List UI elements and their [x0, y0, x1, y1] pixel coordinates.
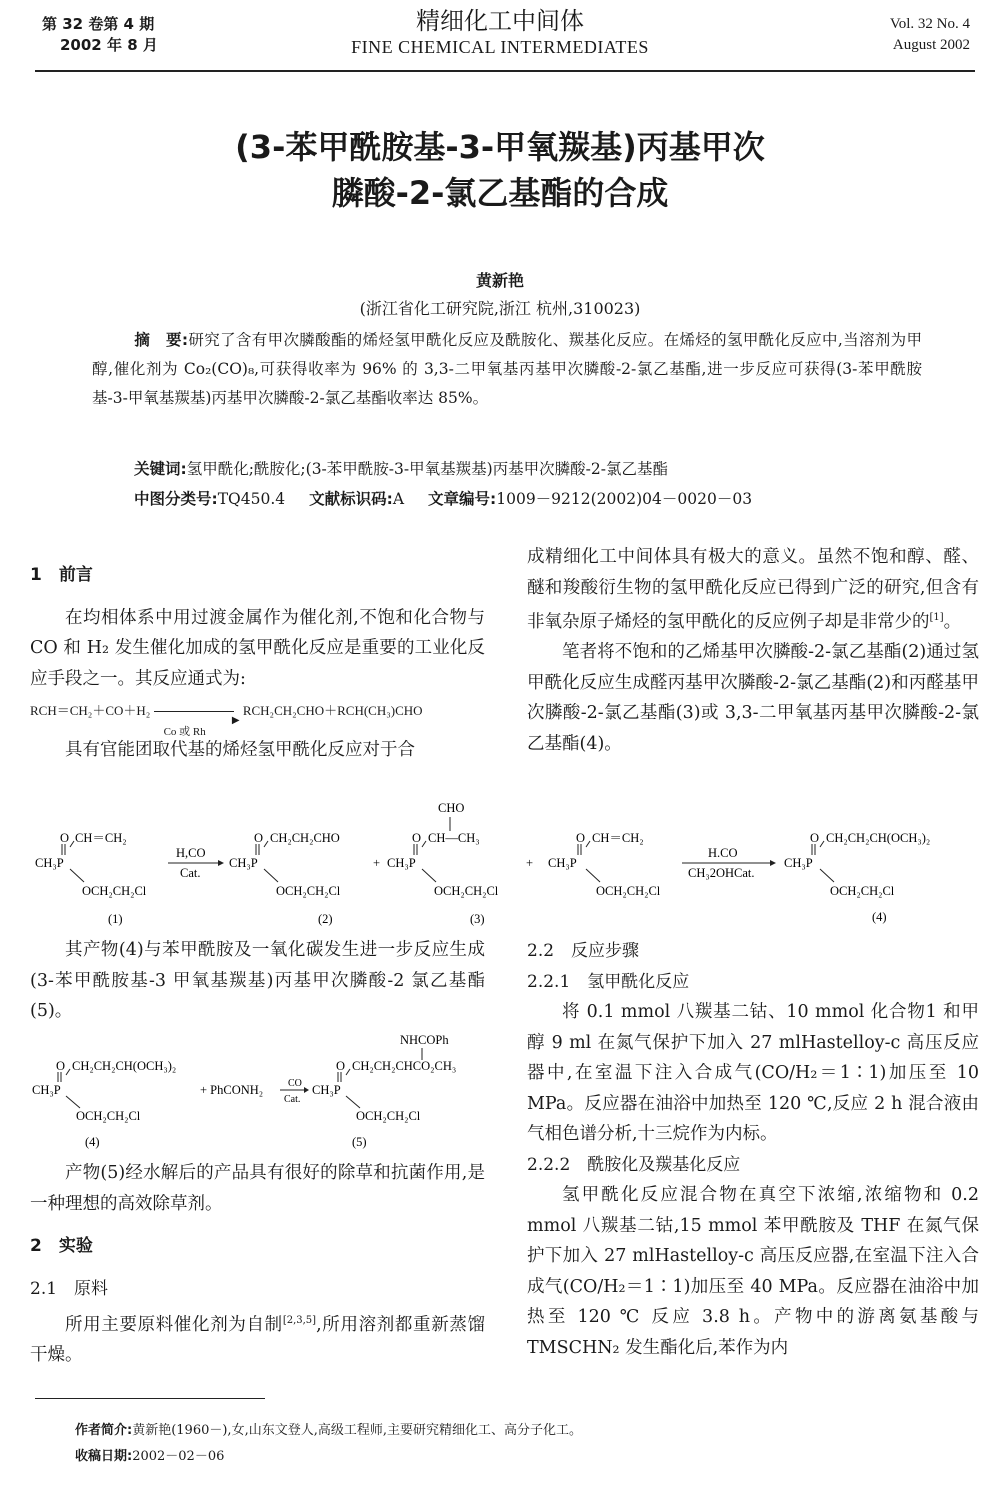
s2-label-4: (4): [85, 1135, 100, 1149]
c3-bond-och: [422, 869, 436, 882]
compound-4-reactant: [32, 1059, 176, 1149]
paragraph-intro: 在均相体系中用过渡金属作为催化剂,不饱和化合物与 CO 和 H₂ 发生催化加成的氢甲酰化反应是重要的工业化反应手段之一。其反应通式为:: [30, 607, 485, 689]
paper-title: [0, 124, 1000, 216]
c5-bond-och: [346, 1096, 360, 1108]
left-column-bottom: [30, 1158, 485, 1371]
compound-2: [229, 831, 341, 926]
compound-4: [784, 831, 930, 924]
arrow-1-bottom: Cat.: [180, 866, 201, 880]
general-equation: [30, 696, 485, 739]
paragraph-approach: 笔者将不饱和的乙烯基甲次膦酸-2-氯乙基酯(2)通过氢甲酰化反应生成醛丙基甲次膦酸-2-氯乙基酯(2)和丙醛基甲次膦酸-2-氯乙基酯(3)或 3,3-二甲氧基丙基甲次膦酸-2-氯乙基酯(4)。: [527, 642, 979, 754]
section-2-2-1-heading: 2.2.1 氢甲酰化反应: [527, 971, 690, 992]
date-cn: 2002 年 8 月: [60, 36, 158, 54]
arrow-3-head: [304, 1087, 309, 1093]
s2-reagent: + PhCONH₂: [200, 1083, 264, 1097]
c5-bond-c: [346, 1069, 350, 1075]
c1-bond-och: [70, 869, 84, 882]
section-2-1-heading: 2.1 原料: [30, 1278, 109, 1299]
compound-3: [387, 801, 499, 926]
section-2-heading: 2 实验: [30, 1236, 93, 1256]
c1-vinyl: CH＝CH₂: [75, 831, 127, 845]
ref-1: [1]: [929, 612, 944, 623]
doc-code: A: [392, 490, 405, 508]
left-column-mid: [30, 935, 485, 1027]
c4-bond-c: [820, 841, 824, 847]
paragraph-materials: [30, 1306, 485, 1371]
c5-oxygen: O: [336, 1059, 346, 1073]
left-column-top: [30, 560, 485, 765]
arrow-2-top: H.CO: [708, 846, 738, 860]
paragraph-significance: [527, 542, 979, 637]
abstract-text: 研究了含有甲次膦酸酯的烯烃氢甲酰化反应及酰胺化、羰基化反应。在烯烃的氢甲酰化反应中,当溶剂为甲醇,催化剂为 Co₂(CO)₈,可获得收率为 96% 的 3,3-二甲氧基丙基甲次膦酸-2-氯乙基酯,进一步反应可获得(3-苯甲酰胺基-3-甲氧基羰基)丙基甲次膦酸-2-氯乙基酯收率达 85%。: [92, 331, 922, 407]
article-number: 1009－9212(2002)04－0020－03: [496, 490, 753, 508]
footnote-rule: [35, 1398, 265, 1399]
c5-chain: CH₂CH₂CHCO₂CH₃: [352, 1059, 457, 1073]
received-date-label: 收稿日期:: [75, 1449, 133, 1464]
c1-och2: OCH₂CH₂Cl: [82, 884, 147, 898]
c1-ch3p: CH₃P: [35, 856, 64, 870]
arrow-2-head: [770, 860, 776, 866]
plus-2: +: [526, 856, 534, 870]
issue-info-cn: [42, 14, 158, 56]
keywords: [134, 456, 668, 482]
plus-1: +: [373, 856, 381, 870]
c2-oxygen: O: [254, 831, 264, 845]
journal-name-cn: 精细化工中间体: [416, 7, 584, 35]
ref-2-3-5: [2,3,5]: [282, 1315, 317, 1326]
materials-text: 所用主要原料催化剂为自制: [65, 1314, 283, 1335]
author-bio-label: 作者简介:: [75, 1423, 133, 1438]
affiliation: (浙江省化工研究院,浙江 杭州,310023): [359, 299, 641, 318]
materials-text-end: ,所用溶剂都重新蒸馏干燥。: [30, 1314, 486, 1366]
arrow-3-bottom: Cat.: [284, 1094, 301, 1105]
c3-cho: CHO: [438, 801, 465, 815]
author-bio-text: 黄新艳(1960－),女,山东文登人,高级工程师,主要研究精细化工、高分子化工。: [132, 1423, 582, 1438]
received-date: [75, 1446, 224, 1468]
paragraph-functional: 具有官能团取代基的烯烃氢甲酰化反应对于合: [65, 739, 415, 760]
volume-cn: 第 32 卷第 4 期: [42, 15, 155, 33]
c3-bond-c: [422, 841, 426, 847]
label-1: (1): [108, 912, 123, 926]
arrow-1-head: [218, 860, 224, 866]
c4-och2: OCH₂CH₂Cl: [830, 884, 895, 898]
c1-bond-v: [70, 841, 74, 847]
equation-catalyst: Co 或 Rh: [163, 726, 206, 739]
c1r-oxygen: O: [576, 831, 586, 845]
c1r-ch3p: CH₃P: [548, 856, 577, 870]
section-2-2-heading: 2.2 反应步骤: [527, 941, 640, 961]
c3-och2: OCH₂CH₂Cl: [434, 884, 499, 898]
c4-chain: CH₂CH₂CH(OCH₃)₂: [826, 831, 931, 845]
c1-oxygen: O: [60, 831, 70, 845]
s2c4-och2: OCH₂CH₂Cl: [76, 1109, 141, 1123]
c2-och2: OCH₂CH₂Cl: [276, 884, 341, 898]
paragraph-product4: 其产物(4)与苯甲酰胺及一氧化碳发生进一步反应生成(3-苯甲酰胺基-3 甲氧基羰基)丙基甲次膦酸-2 氯乙基酯(5)。: [30, 940, 485, 1021]
label-2: (2): [318, 912, 333, 926]
c2-chain: CH₂CH₂CHO: [270, 831, 340, 845]
c4-bond-och: [820, 869, 834, 882]
significance-end: 。: [943, 611, 962, 632]
classification-line: [134, 486, 752, 512]
article-number-label: 文章编号:: [428, 490, 497, 508]
s2c4-ch3p: CH₃P: [32, 1083, 61, 1097]
right-column-top: [527, 542, 979, 759]
issue-info-en: [890, 14, 970, 56]
label-3: (3): [470, 912, 485, 926]
abstract-label: 摘 要:: [134, 331, 189, 349]
keywords-label: 关键词:: [134, 460, 187, 478]
label-4: (4): [872, 910, 887, 924]
header-rule: [35, 70, 975, 72]
arrow-1-top: H,CO: [176, 846, 206, 860]
reaction-scheme-2: [30, 1032, 485, 1154]
s2-label-5: (5): [352, 1135, 367, 1149]
doc-code-label: 文献标识码:: [309, 490, 393, 508]
c5-ch3p: CH₃P: [312, 1083, 341, 1097]
title-line-2: 膦酸-2-氯乙基酯的合成: [331, 174, 669, 212]
arrow-2: [682, 846, 776, 880]
keywords-text: 氢甲酰化;酰胺化;(3-苯甲酰胺-3-甲氧基羰基)丙基甲次膦酸-2-氯乙基酯: [186, 460, 669, 478]
paragraph-amidation: 氢甲酰化反应混合物在真空下浓缩,浓缩物和 0.2 mmol 八羰基二钴,15 mmol 苯甲酰胺及 THF 在氮气保护下加入 27 mlHastelloy-c 高压反应器,在室温下注入合成气(CO/H₂＝1∶1)加压至 40 MPa。反应器在油浴中加热至 120 ℃ 反应 3.8 h。产物中的游离氨基酸与 TMSCHN₂ 发生酯化后,苯作为内: [527, 1185, 979, 1358]
arrow-3: [280, 1078, 309, 1105]
c2-ch3p: CH₃P: [229, 856, 258, 870]
abstract: [92, 326, 922, 413]
compound-1-repeat: [548, 831, 661, 898]
c4-oxygen: O: [810, 831, 820, 845]
received-date-value: 2002－02－06: [132, 1449, 225, 1464]
journal-name: [300, 6, 700, 58]
equation-rhs: RCH₂CH₂CHO＋RCH(CH₃)CHO: [242, 703, 423, 718]
c4-ch3p: CH₃P: [784, 856, 813, 870]
reaction-scheme-1: [0, 795, 1000, 935]
arrow-1: [168, 846, 224, 880]
c1r-bond-v: [586, 841, 590, 847]
right-column-bottom: [527, 936, 979, 1363]
section-1-heading: 1 前言: [30, 565, 93, 585]
compound-5: [312, 1033, 456, 1149]
paragraph-hydroformylation: 将 0.1 mmol 八羰基二钴、10 mmol 化合物1 和甲醇 9 ml 在氮气保护下加入 27 mlHastelloy-c 高压反应器中,在室温下注入合成气(CO/H₂＝1∶1)加压至 10 MPa。反应器在油浴中加热至 120 ℃,反应 2 h 混合液由气相色谱分析,十三烷作为内标。: [527, 1002, 979, 1144]
c3-ch3p: CH₃P: [387, 856, 416, 870]
s2c4-bond-och: [66, 1096, 80, 1108]
c3-oxygen: O: [412, 831, 422, 845]
paragraph-product5: 产物(5)经水解后的产品具有很好的除草和抗菌作用,是一种理想的高效除草剂。: [30, 1163, 485, 1214]
s2c4-chain: CH₂CH₂CH(OCH₃)₂: [72, 1059, 177, 1073]
date-en: August 2002: [892, 37, 970, 53]
author-bio: [75, 1420, 582, 1442]
journal-name-en: FINE CHEMICAL INTERMEDIATES: [351, 37, 649, 57]
equation-arrow: ▶ Co 或 Rh: [154, 705, 240, 719]
c1r-bond-och: [586, 869, 600, 882]
c2-bond-och: [264, 869, 278, 882]
c5-nhcoph: NHCOPh: [400, 1033, 449, 1047]
clc-label: 中图分类号:: [134, 490, 218, 508]
s2c4-oxygen: O: [56, 1059, 66, 1073]
section-2-2-2-heading: 2.2.2 酰胺化及羰基化反应: [527, 1154, 741, 1175]
author-name: 黄新艳: [475, 271, 524, 290]
arrow-3-top: CO: [288, 1078, 302, 1089]
clc-code: TQ450.4: [217, 490, 286, 508]
c2-bond-c: [264, 841, 268, 847]
s2c4-bond-c: [66, 1069, 70, 1075]
title-line-1: (3-苯甲酰胺基-3-甲氧羰基)丙基甲次: [235, 128, 765, 166]
compound-1: [35, 831, 147, 926]
c1r-och2: OCH₂CH₂Cl: [596, 884, 661, 898]
significance-text: 成精细化工中间体具有极大的意义。虽然不饱和醇、醛、醚和羧酸衍生物的氢甲酰化反应已得到广泛的研究,但含有非氧杂原子烯烃的氢甲酰化的反应例子却是非常少的: [527, 547, 979, 632]
arrow-2-bottom: CH₃2OHCat.: [688, 866, 755, 880]
c5-och2: OCH₂CH₂Cl: [356, 1109, 421, 1123]
volume-en: Vol. 32 No. 4: [889, 16, 970, 32]
c1r-vinyl: CH＝CH₂: [592, 831, 644, 845]
equation-lhs: RCH＝CH₂＋CO＋H₂: [30, 703, 151, 718]
c3-chain: CH—CH₃: [428, 831, 480, 845]
